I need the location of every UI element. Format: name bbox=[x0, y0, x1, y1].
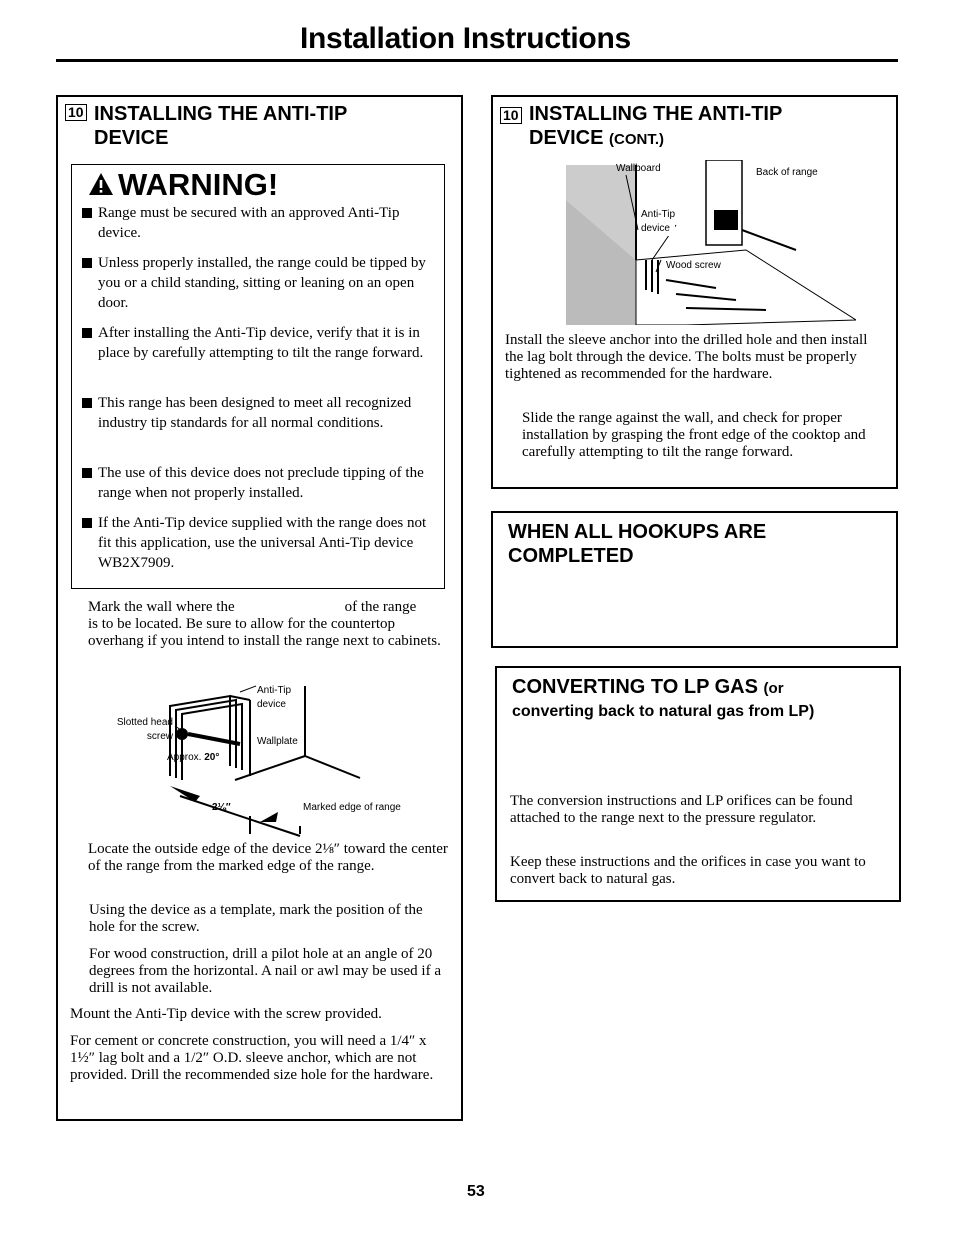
warning-bullet: This range has been designed to meet all recognized industry tip standards for all normal conditions. bbox=[82, 393, 432, 433]
diagram-label-dimension: 2⅛″ bbox=[212, 802, 231, 813]
step-number: 10 bbox=[65, 104, 87, 121]
section-heading: CONVERTING TO LP GAS (or bbox=[512, 676, 784, 698]
mark-wall-paragraph: Mark the wall where the of the range bbox=[88, 599, 417, 615]
section-heading: INSTALLING THE ANTI-TIP DEVICE bbox=[94, 103, 348, 149]
diagram-label-anti-tip: Anti-Tip device bbox=[641, 209, 676, 234]
diagram-label-slotted-screw: Slotted head screw bbox=[116, 717, 173, 742]
warning-bullet: Unless properly installed, the range could be tipped by you or a child standing, sitting or leaning on an open door. bbox=[82, 253, 432, 313]
wood-paragraph: For wood construction, drill a pilot hole at an angle of 20 degrees from the horizontal. A nail or awl may be used if a drill is not available. bbox=[89, 946, 441, 996]
page-title: Installation Instructions bbox=[300, 22, 631, 55]
warning-box bbox=[71, 164, 445, 589]
section-heading: INSTALLING THE ANTI-TIP DEVICE (CONT.) bbox=[529, 103, 783, 149]
warning-title: WARNING! bbox=[88, 167, 278, 203]
keep-instructions-paragraph: Keep these instructions and the orifices in case you want to convert back to natural gas. bbox=[510, 854, 866, 887]
warning-bullet: If the Anti-Tip device supplied with the range does not fit this application, use the universal Anti-Tip device WB2X7909. bbox=[82, 513, 432, 573]
warning-triangle-icon bbox=[88, 172, 114, 196]
warning-bullet: Range must be secured with an approved Anti-Tip device. bbox=[82, 203, 432, 243]
section-heading: WHEN ALL HOOKUPS ARE COMPLETED bbox=[508, 521, 767, 567]
hookups-section-box bbox=[491, 511, 898, 648]
diagram-label-back-of-range: Back of range bbox=[756, 167, 818, 178]
range-back-diagram bbox=[566, 160, 856, 325]
lp-orifices-paragraph: The conversion instructions and LP orifices can be found attached to the range next to the pressure regulator. bbox=[510, 793, 853, 826]
cement-paragraph: For cement or concrete construction, you will need a 1/4″ x 1½″ lag bolt and a 1/2″ O.D. sleeve anchor, which are not provided. Drill the recommended size hole for the hardware. bbox=[70, 1033, 434, 1083]
template-paragraph: Using the device as a template, mark the position of the hole for the screw. bbox=[89, 902, 423, 935]
diagram-label-approx: Approx. 20° bbox=[167, 752, 220, 763]
mark-wall-paragraph-cont: is to be located. Be sure to allow for the countertop overhang if you intend to install the range next to cabinets. bbox=[88, 616, 441, 649]
warning-bullet: The use of this device does not preclude tipping of the range when not properly installed. bbox=[82, 463, 432, 503]
mount-paragraph: Mount the Anti-Tip device with the screw provided. bbox=[70, 1006, 382, 1022]
step-number: 10 bbox=[500, 107, 522, 124]
diagram-label-wood-screw: Wood screw bbox=[666, 260, 721, 271]
page-number: 53 bbox=[467, 1183, 485, 1200]
diagram-label-marked-edge: Marked edge of range bbox=[303, 802, 401, 813]
slide-range-paragraph: Slide the range against the wall, and check for proper installation by grasping the front edge of the cooktop and carefully attempting to tilt the range forward. bbox=[522, 410, 866, 460]
diagram-label-wallboard: Wallboard bbox=[616, 163, 661, 174]
sleeve-anchor-paragraph: Install the sleeve anchor into the drilled hole and then install the lag bolt through the device. The bolts must be properly tightened as recommended for the hardware. bbox=[505, 332, 868, 382]
locate-paragraph: Locate the outside edge of the device 2⅛″ toward the center of the range from the marked edge of the range. bbox=[88, 841, 448, 874]
title-rule bbox=[56, 59, 898, 62]
warning-bullet: After installing the Anti-Tip device, verify that it is in place by carefully attempting to tilt the range forward. bbox=[82, 323, 432, 363]
diagram-label-wallplate: Wallplate bbox=[257, 736, 298, 747]
diagram-label-anti-tip: Anti-Tip device bbox=[257, 685, 292, 710]
section-subheading: converting back to natural gas from LP) bbox=[512, 703, 815, 720]
